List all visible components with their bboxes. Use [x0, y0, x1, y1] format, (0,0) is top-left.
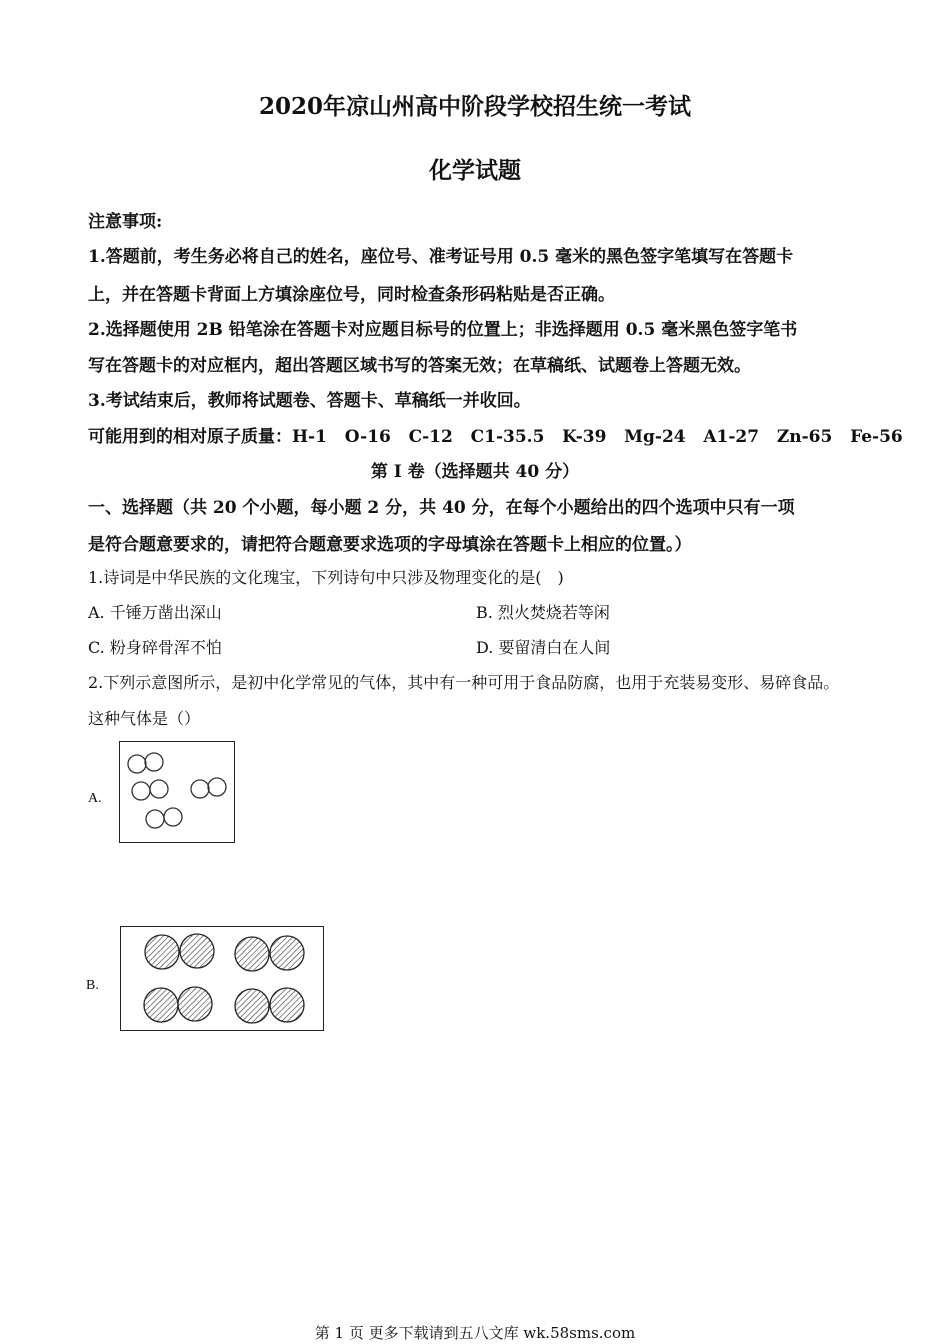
question-2-stem-line-2: 这种气体是（）	[88, 709, 201, 728]
atom-circle	[164, 808, 182, 826]
atom-circle	[144, 988, 178, 1022]
atom-circle	[178, 987, 212, 1021]
atom-circle	[132, 782, 150, 800]
section-line-2: 是符合题意要求的，请把符合题意要求选项的字母填涂在答题卡上相应的位置。）	[88, 535, 692, 555]
atom-circle	[191, 780, 209, 798]
note-1-line-1: 1.答题前，考生务必将自己的姓名，座位号、准考证号用 0.5 毫米的黑色签字笔填写在答题卡	[88, 247, 794, 267]
atom-circle	[235, 937, 269, 971]
atom-circle	[146, 810, 164, 828]
option-a-label: A.	[88, 791, 102, 806]
atom-circle	[180, 934, 214, 968]
page-subtitle: 化学试题	[429, 157, 521, 184]
atom-circle	[145, 935, 179, 969]
option-b-diagram	[120, 926, 324, 1031]
option-a-diagram	[119, 741, 235, 843]
option-a-molecules	[120, 742, 233, 841]
notes-heading: 注意事项:	[88, 212, 163, 232]
atom-circle	[270, 988, 304, 1022]
atom-circle	[235, 989, 269, 1023]
question-1-stem: 1.诗词是中华民族的文化瑰宝，下列诗句中只涉及物理变化的是( )	[88, 568, 564, 587]
question-2-stem-line-1: 2.下列示意图所示，是初中化学常见的气体，其中有一种可用于食品防腐，也用于充装易变形、易碎食品。	[88, 673, 840, 692]
atom-circle	[150, 780, 168, 798]
note-1-line-2: 上，并在答题卡背面上方填涂座位号，同时检查条形码粘贴是否正确。	[88, 285, 615, 305]
atom-circle	[270, 936, 304, 970]
question-1-option-c: C. 粉身碎骨浑不怕	[88, 638, 222, 657]
question-1-option-a: A. 千锤万凿出深山	[88, 603, 222, 622]
page-footer: 第 1 页 更多下载请到五八文库 wk.58sms.com	[314, 1324, 636, 1342]
note-2-line-1: 2.选择题使用 2B 铅笔涂在答题卡对应题目标号的位置上；非选择题用 0.5 毫米黑色签字笔书	[88, 320, 798, 340]
atom-circle	[145, 753, 163, 771]
question-1-option-b: B. 烈火焚烧若等闲	[476, 603, 610, 622]
question-1-option-d: D. 要留清白在人间	[476, 638, 611, 657]
note-3: 3.考试结束后，教师将试题卷、答题卡、草稿纸一并收回。	[88, 391, 531, 411]
option-b-molecules	[121, 927, 322, 1029]
section-line-1: 一、选择题（共 20 个小题，每小题 2 分，共 40 分，在每个小题给出的四个选项中只有一项	[88, 498, 795, 518]
atomic-masses: 可能用到的相对原子质量：H-1 O-16 C-12 C1-35.5 K-39 Mg-24 A1-27 Zn-65 Fe-56	[88, 427, 903, 447]
note-2-line-2: 写在答题卡的对应框内，超出答题区域书写的答案无效；在草稿纸、试题卷上答题无效。	[88, 356, 751, 376]
atom-circle	[208, 778, 226, 796]
part-title: 第 I 卷（选择题共 40 分）	[370, 462, 580, 482]
option-b-label: B.	[86, 978, 99, 993]
atom-circle	[128, 755, 146, 773]
page-title: 2020年凉山州高中阶段学校招生统一考试	[258, 93, 691, 120]
